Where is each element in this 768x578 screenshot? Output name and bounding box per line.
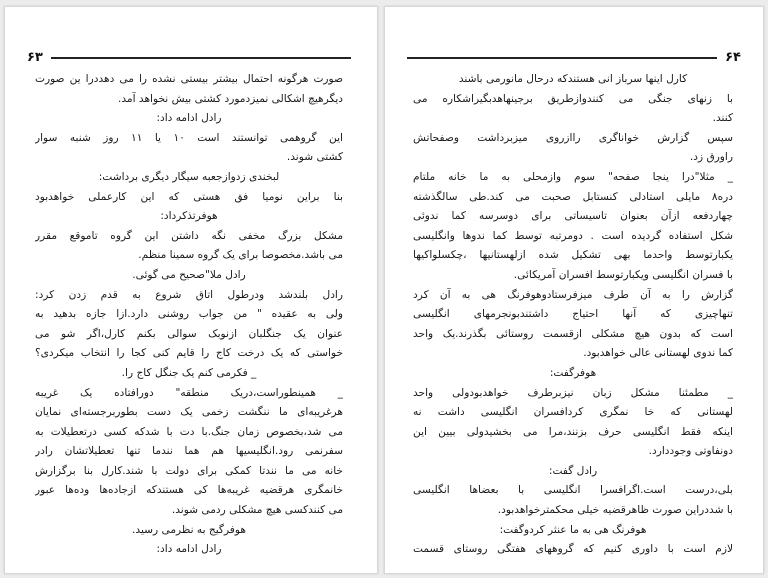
text-line: است که بدون هیچ مشکلی ازقسمت روستائی بگذرند.یک واحد bbox=[413, 327, 733, 340]
text-line: لهستانی که خا نمگری کردافسران انگلیسی داشت نه bbox=[413, 406, 733, 419]
text-line: ولی به عقیده " من جواب روشنی دارد.ازا جازه بدهید به bbox=[35, 308, 343, 321]
text-line: عنوان یک جنگلبان ازنوبک سوالی بکنم کارل،اگر شو می bbox=[35, 327, 343, 340]
page-body-text bbox=[35, 70, 343, 560]
page-header bbox=[27, 51, 351, 65]
text-line: می کنندکسی هیچ مشکلی ردمی شوند. bbox=[171, 504, 343, 517]
text-line: لبخندی زدوازجعبه سیگار دیگری برداشت: bbox=[98, 170, 280, 183]
header-rule bbox=[51, 57, 351, 58]
page-body-text bbox=[413, 70, 733, 560]
text-line: لازم است با داوری کنیم که گروههای هفتگی روستای قسمت bbox=[413, 543, 733, 556]
text-line: گزارش را به آن طرف میزفرستادوهوفرنگ هی به آن کرد bbox=[413, 288, 733, 301]
text-line: کما ندوی لهستانی عالی خواهدبود. bbox=[583, 347, 733, 360]
page-number: ۶۳ bbox=[27, 50, 43, 65]
text-line: خانه می ما نندتا کمکی برای دولت با شند.کارل بنا برگزارش bbox=[35, 464, 343, 477]
text-line: خواستی که یک درخت کاج را قایم کنی کجا را انتخاب میکردی؟ bbox=[35, 347, 343, 360]
text-line: راورق زد. bbox=[689, 151, 733, 164]
text-line: رادل بلندشد ودرطول اتاق شروع به قدم زدن کرد: bbox=[35, 288, 343, 301]
text-line: کشتی شوند. bbox=[286, 151, 343, 164]
text-line: رادل ادامه داد: bbox=[156, 112, 222, 125]
text-line: _ مثلا"درا ینجا صفحه" سوم وازمحلی به ما خانه ملتام bbox=[413, 170, 733, 183]
right-page bbox=[384, 6, 764, 574]
text-line: می باشد.مخصوصا برای یک گروه سمینا منظم. bbox=[138, 249, 343, 262]
text-line: کارل اینها سرباز انی هستندکه درحال مانورمی باشند bbox=[458, 73, 688, 85]
text-line: صورت هرگونه احتمال بیشتر بیستی نشده را می دهددرا ین صورت bbox=[35, 73, 343, 85]
text-line: رادل ملا"صحیح می گوئی. bbox=[132, 268, 246, 281]
text-line: می شد،بخصوص زمان جنگ.با دت با شدکه کسی درتعطیلات به bbox=[35, 425, 343, 438]
text-line: رادل ادامه داد: bbox=[156, 543, 222, 556]
text-line: یکبارتوسط واحدما بهی تشکیل شده ازلهستانیها ،چکسلواکیها bbox=[413, 249, 733, 262]
text-line: با فسران انگلیسی ویکبارتوسط افسران آمریکائی. bbox=[513, 268, 733, 281]
text-line: مشکل بزرگ مخفی نگه داشتن این گروه تاموقع مقرر bbox=[35, 229, 343, 242]
page-number: ۶۴ bbox=[725, 50, 741, 65]
text-line: دره۸ مایلی استادلی کنستابل صحبت می کند.طی سالگذشته bbox=[413, 190, 733, 203]
text-line: سفرنمی رود.انگلیسیها هم هما نندما تنها تعطیلاتشان رادر bbox=[35, 445, 343, 458]
text-line: بلی،درست است.اگرافسرا انگلیسی با بعضاها انگلیسی bbox=[413, 484, 733, 497]
text-line: چهاردفعه ازآن بعنوان تاسیساتی برای دوسرسه کما ندوئی bbox=[413, 210, 733, 223]
text-line: _ فکرمی کنم یک جنگل کاج را. bbox=[121, 366, 257, 379]
text-line: هوفرگیج به نظرمی رسید. bbox=[132, 523, 246, 536]
text-line: تنهاچیزی که آنها احتیاج داشتندبونجرمهای انگلیسی bbox=[413, 308, 733, 321]
text-line: سپس گزارش خواناگری راازروی میزبرداشت وصفحاتش bbox=[413, 131, 733, 144]
text-line: شکل استفاده گردیده است . دومرتبه توسط کما ندوها وانگلیسی bbox=[413, 229, 733, 242]
text-line: هرغریبه‌ای ما ننگشت زخمی یک دست بطوربرجسته‌ای نمایان bbox=[35, 406, 343, 419]
text-line: کنند. bbox=[712, 112, 733, 125]
text-line: _ همینطوراست،دریک منطقه" دورافتاده یک غریبه bbox=[35, 386, 343, 399]
text-line: رادل گفت: bbox=[548, 464, 598, 477]
text-line: این گروهمی توانستند است ۱۰ یا ۱۱ روز شنبه سوار bbox=[35, 131, 343, 144]
text-line: هوفرنگ هی به ما عنثر کردوگفت: bbox=[499, 523, 647, 536]
text-line: با زنهای جنگی می کنندوازطریق برجینهاهدبگیراشکاره می bbox=[413, 92, 733, 105]
text-line: بنا براین نومیا فق هستی که این کارعملی خواهدبود bbox=[35, 190, 343, 203]
page-header bbox=[407, 51, 741, 65]
text-line: دونفاوتی وجوددارد. bbox=[648, 445, 733, 458]
header-rule bbox=[407, 57, 717, 58]
text-line: خانمگری هرقضیه غریبه‌ها کی هستندکه ازجاده‌ها وده‌ها عبور bbox=[35, 484, 343, 497]
text-line: هوفرتذکرداد: bbox=[160, 210, 218, 223]
text-line: هوفرگفت: bbox=[549, 366, 597, 379]
left-page bbox=[4, 6, 378, 574]
text-line: با شددراین صورت ظاهرقضیه خیلی محکمترخواهدبود. bbox=[497, 504, 733, 517]
text-line: اینکه فقط انگلیسی حرف بزنند،مرا می بخشیدولی بیین این bbox=[413, 425, 733, 438]
text-line: _ مطمئنا مشکل زبان نیزبرطرف خواهدبودولی واحد bbox=[413, 386, 733, 399]
text-line: دیگرهیچ اشکالی نمیزدمورد کشتی بیش نخواهد آمد. bbox=[117, 92, 343, 105]
